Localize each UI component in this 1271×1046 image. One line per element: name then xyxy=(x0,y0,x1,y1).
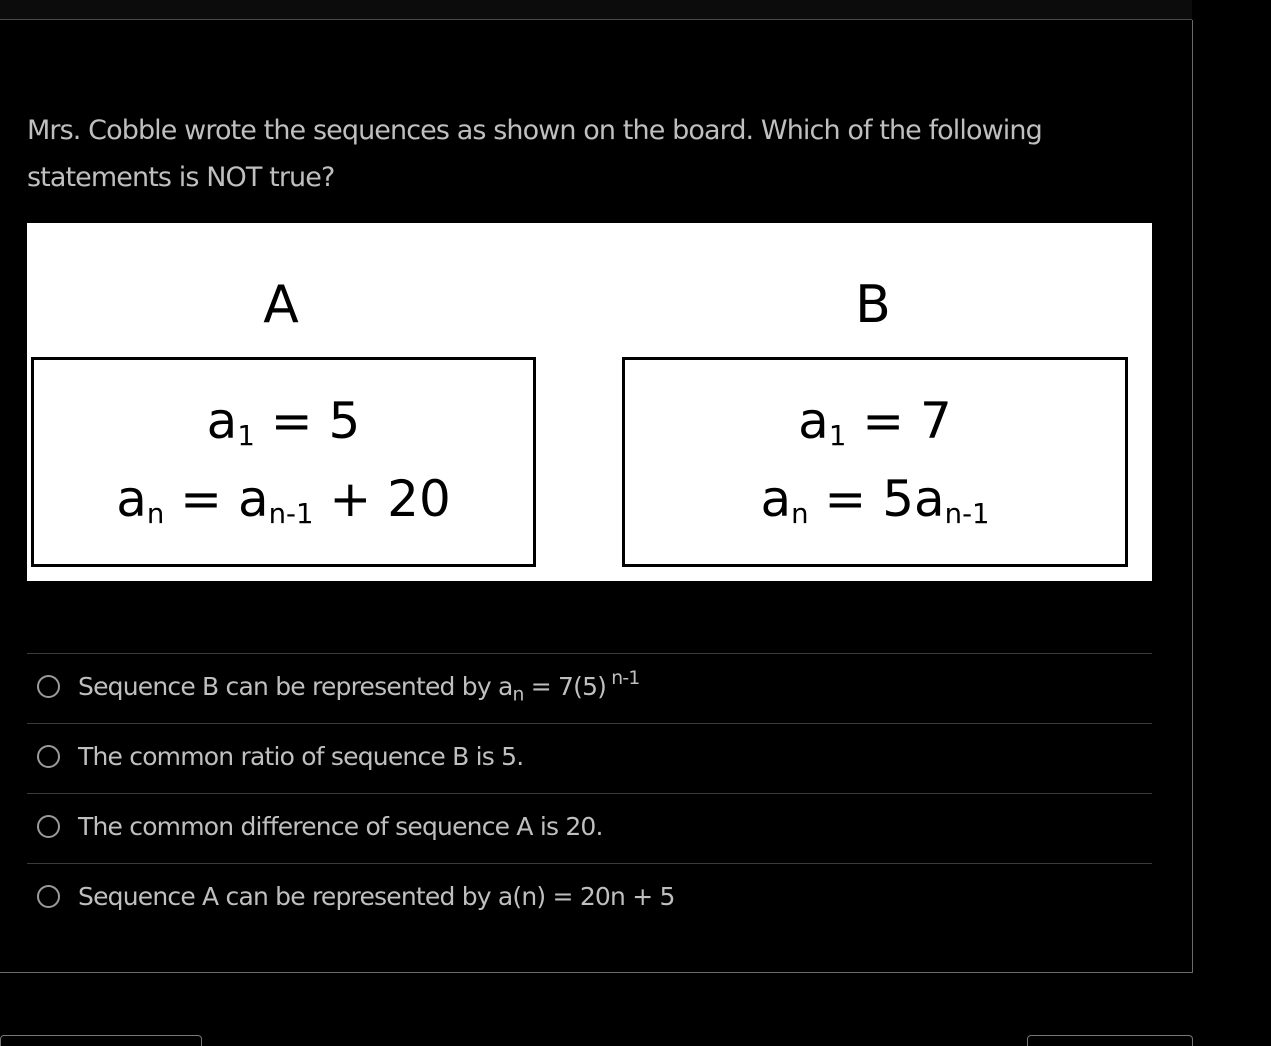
answer-option[interactable] xyxy=(27,863,1152,933)
top-bar xyxy=(0,0,1192,20)
answer-option[interactable] xyxy=(27,653,1152,723)
sequence-b-box xyxy=(622,357,1128,567)
sequence-b-first-term: $a_1 = 7$ xyxy=(798,392,952,452)
next-button[interactable] xyxy=(1027,1035,1193,1046)
sequence-board-image xyxy=(27,223,1152,581)
question-text: Mrs. Cobble wrote the sequences as shown on the board. Which of the following statements is NOT true? xyxy=(27,115,1042,193)
radio-button[interactable] xyxy=(37,815,60,838)
answer-option[interactable] xyxy=(27,723,1152,793)
answer-options xyxy=(27,653,1152,933)
answer-option-label: The common difference of sequence A is 20. xyxy=(78,812,603,841)
sequence-b-label: B xyxy=(855,275,891,335)
previous-button[interactable] xyxy=(0,1035,202,1046)
answer-option-label: Sequence B can be represented by $a_n = 7(5)$ $^{n-1}$ xyxy=(78,667,640,706)
radio-button[interactable] xyxy=(37,675,60,698)
top-bar-gutter xyxy=(1193,0,1271,19)
sequence-a-first-term: $a_1 = 5$ xyxy=(206,392,361,452)
sequence-a-box xyxy=(31,357,536,567)
question-panel xyxy=(0,20,1193,973)
sequence-b-recursive-rule: $a_n = 5a_{n-1}$ xyxy=(760,470,990,530)
answer-option[interactable] xyxy=(27,793,1152,863)
radio-button[interactable] xyxy=(37,745,60,768)
sequence-a-recursive-rule: $a_n = a_{n-1} + 20$ xyxy=(116,470,451,530)
radio-button[interactable] xyxy=(37,885,60,908)
sequence-a-label: A xyxy=(263,275,299,335)
answer-option-label: Sequence A can be represented by a(n) = 20n + 5 xyxy=(78,882,675,911)
answer-option-label: The common ratio of sequence B is 5. xyxy=(78,742,524,771)
